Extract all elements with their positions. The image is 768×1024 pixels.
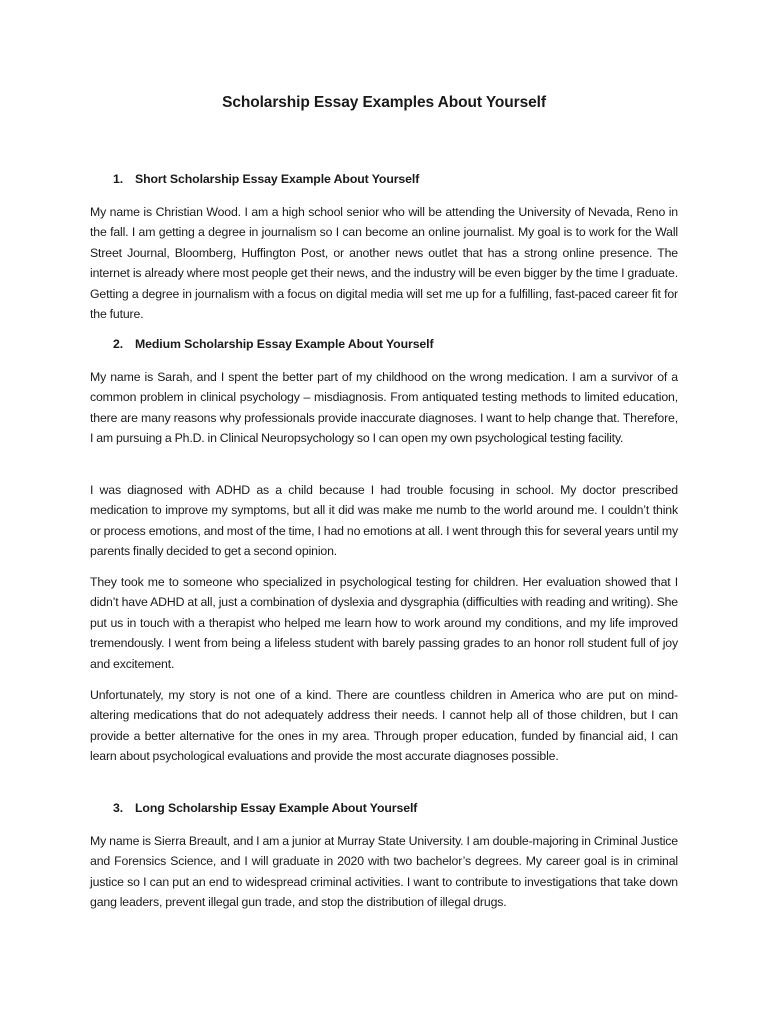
paragraph-medium-essay-4: Unfortunately, my story is not one of a kind. There are countless children in America who are put on mind-altering medications that do not adequately address their needs. I cannot help all of those children, but I can provide a better alternative for the ones in my area. Through proper education, funded by financial aid, I can learn about psychological evaluations and provide the most accurate diagnoses possible. — [90, 688, 678, 764]
paragraph-medium-essay-3: They took me to someone who specialized in psychological testing for children. Her evaluation showed that I didn’t have ADHD at all, just a combination of dyslexia and dysgraphia (difficulties with reading and writing). She put us in touch with a therapist who helped me learn how to work around my conditions, and my life improved tremendously. I went from being a lifeless student with barely passing grades to an honor roll student full of joy and excitement. — [90, 575, 678, 671]
section-number: 3. — [113, 801, 124, 815]
paragraph-medium-essay-2: I was diagnosed with ADHD as a child because I had trouble focusing in school. My doctor prescribed medication to improve my symptoms, but all it did was make me numb to the world around me. I couldn’t think or process emotions, and most of the time, I had no emotions at all. I went through this for several years until my parents finally decided to get a second opinion. — [90, 483, 678, 559]
section-number: 2. — [113, 337, 124, 351]
section-heading-text: Long Scholarship Essay Example About Yourself — [135, 801, 418, 815]
paragraph-short-essay: My name is Christian Wood. I am a high school senior who will be attending the University of Nevada, Reno in the fall. I am getting a degree in journalism so I can become an online journalist. My goal is to work for the Wall Street Journal, Bloomberg, Huffington Post, or another news outlet that has a strong online presence. The internet is already where most people get their news, and the industry will be even bigger by the time I graduate. Getting a degree in journalism with a focus on digital media will set me up for a fulfilling, fast-paced career fit for the future. — [90, 205, 678, 322]
paragraph-medium-essay-1: My name is Sarah, and I spent the better part of my childhood on the wrong medication. I am a survivor of a common problem in clinical psychology – misdiagnosis. From antiquated testing methods to limited education, there are many reasons why professionals provide inaccurate diagnoses. I want to help change that. Therefore, I am pursuing a Ph.D. in Clinical Neuropsychology so I can open my own psychological testing facility. — [90, 370, 678, 446]
section-heading-medium — [113, 336, 433, 352]
section-number: 1. — [113, 172, 124, 186]
section-heading-text: Medium Scholarship Essay Example About Yourself — [135, 337, 434, 351]
section-heading-long — [113, 800, 417, 816]
section-heading-short — [113, 171, 419, 187]
paragraph-long-essay-1: My name is Sierra Breault, and I am a junior at Murray State University. I am double-majoring in Criminal Justice and Forensics Science, and I will graduate in 2020 with two bachelor’s degrees. My career goal is in criminal justice so I can put an end to widespread criminal activities. I want to contribute to investigations that take down gang leaders, prevent illegal gun trade, and stop the distribution of illegal drugs. — [90, 834, 678, 910]
section-heading-text: Short Scholarship Essay Example About Yourself — [135, 172, 420, 186]
document-title: Scholarship Essay Examples About Yourself — [222, 94, 546, 111]
